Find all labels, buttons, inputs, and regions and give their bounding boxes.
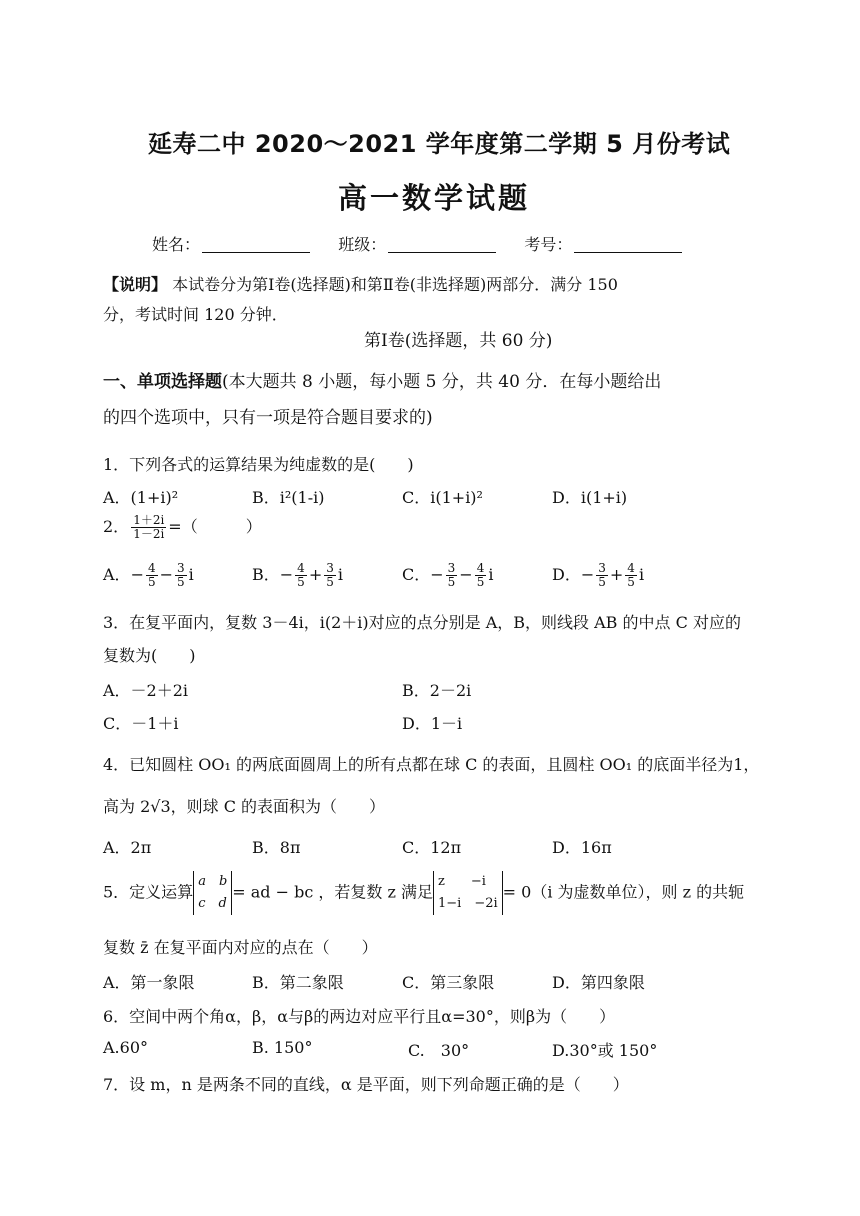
q7-stem: 7．设 m，n 是两条不同的直线，α 是平面，则下列命题正确的是（ ） [103,1075,629,1094]
q6-option-a[interactable]: A.60° [103,1038,148,1057]
q2-a-sign2: − [159,565,174,584]
q6-stem: 6．空间中两个角α，β，α与β的两边对应平行且α=30°，则β为（ ） [103,1007,616,1026]
q2-b-sign1: − [279,565,294,584]
q1-option-a[interactable]: A．(1+i)² [103,488,179,507]
q2-fraction [131,514,166,541]
q2-c-n1: 3 [447,561,456,575]
q6-option-b[interactable]: B. 150° [252,1038,313,1057]
q4-option-d[interactable]: D．16π [552,838,612,857]
q2-a-sign1: − [130,565,144,584]
q5-det1-row2: c d [198,896,227,911]
section1-label: 一、单项选择题 [103,372,222,392]
q2-d-unit: i [638,565,645,584]
q5-option-b[interactable]: B．第二象限 [252,973,344,992]
q5-option-a[interactable]: A．第一象限 [103,973,195,992]
section1-desc-2: 的四个选项中，只有一项是符合题目要求的) [103,408,433,428]
q2-option-d[interactable] [552,562,644,589]
q2-c-frac2 [475,562,487,589]
q2-option-b[interactable] [252,562,343,589]
class-blank[interactable] [388,236,496,253]
q2-b-unit: i [337,565,343,584]
q2-c-sign2: − [459,565,473,584]
name-label: 姓名： [152,235,201,254]
name-blank[interactable] [202,236,310,253]
q5-option-c[interactable]: C．第三象限 [402,973,495,992]
instructions-line-1 [103,272,618,295]
section1-header [103,367,661,392]
q5-part1: 5．定义运算 [103,882,194,902]
q5-det1-row1: a b [198,874,228,889]
q2-c-unit: i [488,565,494,584]
q2-d-n1: 3 [598,561,606,575]
q2-frac-num: 1＋2i [133,513,165,527]
section1-desc-1: (本大题共 8 小题，每小题 5 分，共 40 分．在每小题给出 [222,372,662,392]
q6-option-d[interactable]: D.30°或 150° [552,1041,658,1060]
q2-a-frac2 [175,562,187,589]
q4-stem-line-2: 高为 2√3，则球 C 的表面积为（ ） [103,797,386,816]
q2-d-frac2 [625,562,637,589]
q1-stem: 1．下列各式的运算结果为纯虚数的是( ) [103,455,414,474]
number-blank[interactable] [574,236,682,253]
q3-option-b[interactable]: B．2－2i [402,681,472,700]
q2-d-frac1 [596,562,608,589]
q2-b-frac2 [324,562,336,589]
q4-option-b[interactable]: B．8π [252,838,301,857]
q4-option-c[interactable]: C．12π [402,838,462,857]
q5-stem-line-2: 复数 z̄ 在复平面内对应的点在（ ） [103,938,378,957]
q5-det2-row1: z −i [438,874,486,889]
q6-option-c[interactable]: C. 30° [408,1041,470,1060]
q4-stem-line-1: 4．已知圆柱 OO₁ 的两底面圆周上的所有点都在球 C 的表面，且圆柱 OO₁ 的底面半径为1， [103,755,760,774]
instructions-line-2: 分，考试时间 120 分钟． [103,305,288,324]
q5-determinant-2 [433,871,503,915]
instructions-text-1: 本试卷分为第Ⅰ卷(选择题)和第Ⅱ卷(非选择题)两部分．满分 150 [172,275,618,294]
q2-c-frac1 [446,562,458,589]
q3-stem-line-1: 3．在复平面内，复数 3－4i，i(2＋i)对应的点分别是 A，B，则线段 AB 的中点 C 对应的 [103,613,741,632]
q2-d-n2: 4 [627,561,635,575]
q2-a-n2: 3 [177,561,185,575]
q2-d-label: D． [552,565,581,584]
q2-a-label: A． [103,565,131,584]
q5-part3: = 0（i 为虚数单位），则 z 的共轭 [502,882,745,902]
q2-c-n2: 4 [476,561,485,575]
q2-number: 2． [103,517,130,536]
q2-b-d1: 5 [297,575,305,589]
class-label: 班级： [338,235,387,254]
q2-b-n2: 3 [326,561,334,575]
part1-title: 第Ⅰ卷(选择题，共 60 分) [364,331,553,351]
q2-b-n1: 4 [297,561,305,575]
q2-tail: =（ ） [168,517,262,536]
q1-option-d[interactable]: D．i(1+i) [552,488,628,507]
q2-a-d2: 5 [177,575,185,589]
q2-option-c[interactable] [402,562,493,589]
q1-option-b[interactable]: B．i²(1-i) [252,488,325,507]
q2-a-unit: i [188,565,194,584]
q2-b-sign2: + [308,565,323,584]
q2-b-label: B． [252,565,280,584]
q5-option-d[interactable]: D．第四象限 [552,973,645,992]
q1-option-c[interactable]: C．i(1+i)² [402,488,483,507]
q2-d-d2: 5 [627,575,635,589]
q5-part2: = ad − bc ，若复数 z 满足 [232,882,434,902]
q2-option-a[interactable] [103,562,194,589]
q3-option-c[interactable]: C．－1＋i [103,714,179,733]
q2-a-n1: 4 [147,561,156,575]
q4-option-a[interactable]: A．2π [103,838,152,857]
q2-c-d2: 5 [476,575,485,589]
q2-frac-den: 1－2i [133,527,165,541]
q3-stem-line-2: 复数为( ) [103,646,196,665]
q3-option-a[interactable]: A．－2＋2i [103,681,189,700]
q2-b-frac1 [295,562,307,589]
q2-d-sign1: − [580,565,595,584]
q2-a-frac1 [146,562,158,589]
q2-a-d1: 5 [147,575,156,589]
q2-c-label: C． [402,565,431,584]
student-info-row [152,232,682,255]
q2-stem [103,514,262,541]
exam-subtitle: 高一数学试题 [338,181,531,215]
instructions-tag: 【说明】 [103,275,168,294]
q2-d-d1: 5 [598,575,606,589]
q5-det2-row2: 1−i −2i [438,896,498,911]
q2-c-sign1: − [430,565,444,584]
q5-determinant-1 [193,871,232,915]
q5-stem-line-1 [103,871,744,915]
q2-d-sign2: + [609,565,624,584]
q2-c-d1: 5 [447,575,456,589]
q3-option-d[interactable]: D．1－i [402,714,463,733]
number-label: 考号： [524,235,573,254]
exam-title: 延寿二中 2020～2021 学年度第二学期 5 月份考试 [148,130,731,158]
q2-b-d2: 5 [326,575,334,589]
